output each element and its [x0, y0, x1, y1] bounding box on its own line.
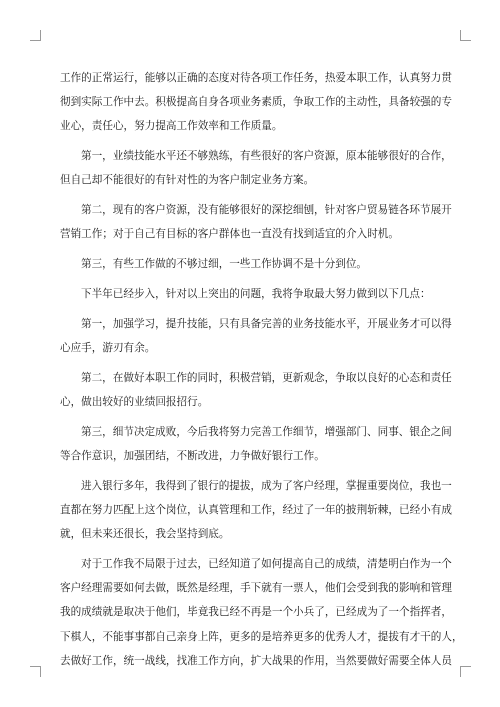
text-line: 直都在努力匹配上这个岗位，认真管理和工作，经过了一年的披荆斩棘，已经小有成 — [60, 504, 452, 516]
text-line: 第二，现有的客户资源，没有能够很好的深挖细刨，针对客户贸易链各环节展开 — [81, 204, 452, 217]
text-line: 就，但未来还很长，我会坚持到底。 — [60, 528, 230, 541]
text-line: 第一，加强学习，提升技能，只有具备完善的业务技能水平，开展业务才可以得 — [81, 317, 452, 330]
paragraph — [60, 252, 442, 276]
text-line: 心应手，游刃有余。 — [60, 342, 156, 354]
corner-crop-mark-bottom-right — [460, 666, 471, 677]
text-line: 等合作意识，加强团结，不断改进，力争做好银行工作。 — [60, 450, 325, 462]
paragraph — [60, 198, 452, 246]
paragraph — [60, 552, 463, 673]
text-line: 第二，在做好本职工作的同时，积极营销，更新观念，争取以良好的心态和责任 — [81, 371, 452, 384]
paragraph — [60, 66, 452, 139]
paragraph — [60, 420, 452, 468]
text-line: 我的成绩就是取决于他们，毕竟我已经不再是一个小兵了，已经成为了一个指挥者， — [60, 606, 452, 619]
text-line: 工作的正常运行，能够以正确的态度对待各项工作任务，热爱本职工作，认真努力贯 — [60, 72, 452, 84]
text-line: 第三，细节决定成败，今后我将努力完善工作细节，增强部门、同事、银企之间 — [81, 425, 452, 438]
text-line: 下棋人，不能事事都自己亲身上阵，更多的是培养更多的优秀人才，提拔有才干的人， — [60, 630, 463, 643]
corner-crop-mark-top-right — [460, 30, 471, 41]
text-line: 第三，有些工作做的不够过细，一些工作协调不是十分到位。 — [81, 258, 368, 271]
text-line: 但自己却不能很好的有针对性的为客户制定业务方案。 — [60, 174, 315, 187]
paragraph — [60, 474, 452, 547]
text-line: 业心，责任心，努力提高工作效率和工作质量。 — [60, 120, 283, 133]
text-line: 客户经理需要如何去做，既然是经理，手下就有一票人，他们会受到我的影响和管理 — [60, 582, 452, 595]
paragraph — [60, 366, 452, 414]
text-line: 彻到实际工作中去。积极提高自身各项业务素质，争取工作的主动性，具备较强的专 — [60, 96, 452, 109]
corner-crop-mark-top-left — [30, 30, 41, 41]
text-line: 去做好工作，统一战线，找准工作方向，扩大战果的作用，当然要做好需要全体人员 — [60, 654, 452, 667]
paragraph — [60, 282, 442, 306]
text-line: 下半年已经步入，针对以上突出的问题，我将争取最大努力做到以下几点： — [81, 288, 431, 300]
text-line: 营销工作；对于自己有目标的客户群体也一直没有找到适宜的介入时机。 — [60, 228, 399, 241]
corner-crop-mark-bottom-left — [30, 666, 41, 677]
paragraph — [60, 312, 452, 360]
paragraph — [60, 144, 452, 192]
text-line: 第一，业绩技能水平还不够熟练，有些很好的客户资源，原本能够很好的合作， — [81, 150, 452, 163]
text-line: 心，做出较好的业绩回报招行。 — [60, 396, 209, 408]
document-body — [60, 66, 463, 679]
text-line: 对于工作我不局限于过去，已经知道了如何提高自己的成绩，清楚明白作为一个 — [81, 558, 452, 570]
text-line: 进入银行多年，我得到了银行的提拔，成为了客户经理，掌握重要岗位，我也一 — [81, 479, 452, 492]
